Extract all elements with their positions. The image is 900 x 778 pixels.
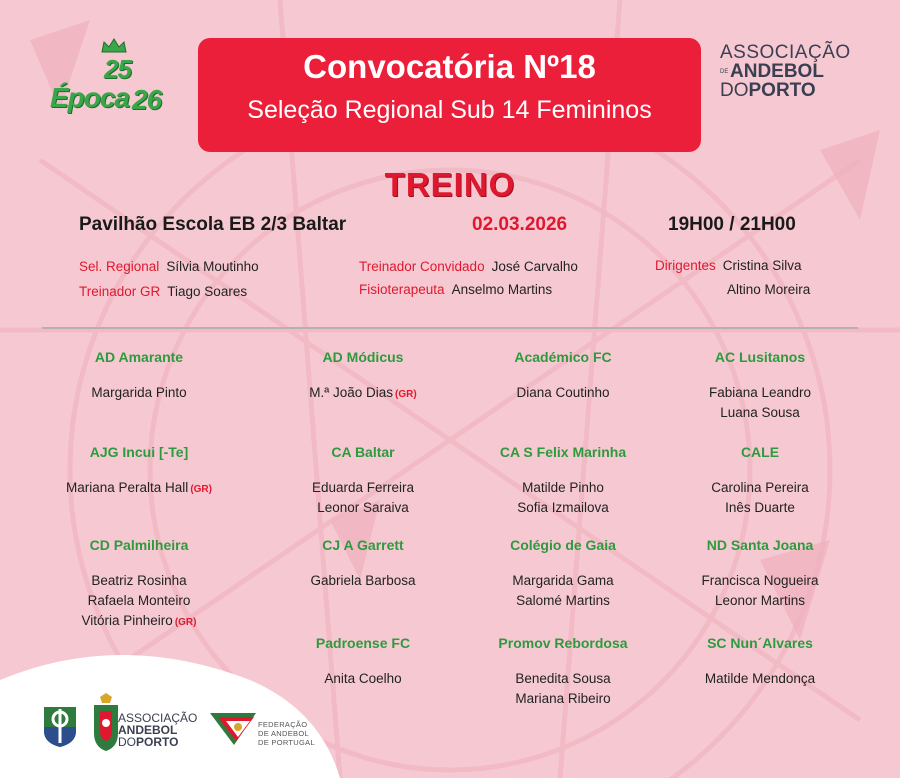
club-name: Académico FC	[514, 349, 612, 365]
page-subtitle: Seleção Regional Sub 14 Femininos	[247, 96, 652, 124]
player-list	[655, 571, 865, 611]
session-venue: Pavilhão Escola EB 2/3 Baltar	[79, 214, 347, 235]
epoca-word: Época	[50, 82, 130, 113]
club-block	[258, 349, 468, 405]
goalkeeper-tag: (GR)	[190, 484, 212, 495]
player-name: Carolina Pereira	[711, 480, 809, 495]
session-date: 02.03.2026	[472, 214, 568, 235]
player-name: Fabiana Leandro	[708, 385, 812, 400]
player-name: Beatriz Rosinha	[91, 573, 187, 588]
player-list	[34, 478, 244, 500]
club-name: CALE	[740, 444, 780, 460]
club-name: CJ A Garrett	[322, 537, 404, 553]
player-name: Inês Duarte	[725, 500, 795, 515]
player-list	[258, 478, 468, 518]
club-block	[655, 444, 865, 518]
club-name: AD Módicus	[322, 349, 404, 365]
staff-entry: Sel. Regional Sílvia Moutinho	[79, 259, 259, 274]
club-name: AJG Incui [-Te]	[89, 444, 189, 460]
epoca-year-bottom: 26	[132, 84, 162, 115]
club-block	[258, 444, 468, 518]
player-list	[458, 383, 668, 403]
club-name: ND Santa Joana	[706, 537, 814, 553]
club-block	[258, 537, 468, 591]
session-time: 19H00 / 21H00	[668, 214, 796, 235]
club-block	[34, 349, 244, 403]
player-list	[458, 478, 668, 518]
club-name: Padroense FC	[315, 635, 411, 651]
club-block	[458, 537, 668, 611]
club-block	[458, 635, 668, 709]
player-name: Sofia Izmailova	[517, 500, 609, 515]
player-name: M.ª João Dias (GR)	[309, 385, 417, 400]
player-list	[655, 383, 865, 423]
club-name: AC Lusitanos	[714, 349, 806, 365]
club-block	[655, 349, 865, 423]
federation-logo-icon	[208, 707, 258, 747]
player-name: Matilde Pinho	[522, 480, 604, 495]
page-title: Convocatória Nº18	[303, 48, 596, 85]
player-name: Matilde Mendonça	[704, 671, 816, 686]
title-banner	[198, 38, 701, 152]
association-line3: DOPORTO	[720, 80, 816, 101]
club-name: Colégio de Gaia	[510, 537, 616, 553]
staff-entry: Treinador GR Tiago Soares	[79, 284, 248, 299]
player-list	[655, 478, 865, 518]
player-list	[34, 383, 244, 403]
player-name: Diana Coutinho	[516, 385, 610, 400]
player-name: Anita Coelho	[324, 671, 402, 686]
staff-entry: Altino Moreira	[727, 282, 811, 297]
player-name: Rafaela Monteiro	[87, 593, 191, 608]
player-name: Eduarda Ferreira	[311, 480, 415, 495]
staff-entry: Fisioterapeuta Anselmo Martins	[359, 282, 553, 297]
player-name: Mariana Peralta Hall (GR)	[66, 480, 212, 495]
crown-icon	[100, 38, 128, 54]
club-block	[458, 349, 668, 403]
player-name: Benedita Sousa	[515, 671, 611, 686]
player-name: Leonor Saraiva	[317, 500, 409, 515]
player-name: Vitória Pinheiro (GR)	[81, 613, 197, 628]
goalkeeper-tag: (GR)	[395, 389, 417, 400]
club-block	[34, 444, 244, 500]
goalkeeper-tag: (GR)	[174, 617, 197, 628]
epoca-logo	[48, 38, 173, 118]
session-type: TREINO	[384, 166, 516, 203]
footer-association-logo: ASSOCIAÇÃO ANDEBOL DOPORTO	[118, 711, 198, 749]
club-name: Promov Rebordosa	[498, 635, 628, 651]
divider	[42, 327, 858, 329]
player-list	[258, 383, 468, 405]
player-list	[34, 571, 244, 633]
player-name: Francisca Nogueira	[701, 573, 819, 588]
player-name: Margarida Pinto	[91, 385, 187, 400]
andebol-club-shield-icon	[40, 705, 80, 749]
club-block	[655, 537, 865, 611]
club-block	[458, 444, 668, 518]
club-name: AD Amarante	[94, 349, 184, 365]
club-name: SC Nun´Alvares	[707, 635, 813, 651]
player-name: Luana Sousa	[720, 405, 800, 420]
player-list	[258, 571, 468, 591]
association-line1: ASSOCIAÇÃO	[720, 42, 851, 63]
player-list	[655, 669, 865, 689]
player-name: Gabriela Barbosa	[310, 573, 416, 588]
club-name: CA S Felix Marinha	[499, 444, 627, 460]
player-name: Margarida Gama	[512, 573, 614, 588]
federation-logo-text: FEDERAÇÃO DE ANDEBOL DE PORTUGAL	[258, 720, 315, 747]
staff-entry: Treinador Convidado José Carvalho	[359, 259, 578, 274]
club-block	[655, 635, 865, 689]
club-block	[34, 537, 244, 633]
association-line2: DEANDEBOL	[720, 61, 824, 82]
epoca-year-top: 25	[104, 54, 131, 84]
player-name: Mariana Ribeiro	[515, 691, 611, 706]
player-list	[458, 571, 668, 611]
club-name: CA Baltar	[331, 444, 395, 460]
club-name: CD Palmilheira	[89, 537, 189, 553]
staff-entry: Dirigentes Cristina Silva	[655, 258, 802, 273]
player-name: Leonor Martins	[714, 593, 806, 608]
association-crest-icon	[92, 693, 120, 753]
player-name: Salomé Martins	[516, 593, 610, 608]
player-list	[458, 669, 668, 709]
association-logo	[720, 43, 860, 100]
